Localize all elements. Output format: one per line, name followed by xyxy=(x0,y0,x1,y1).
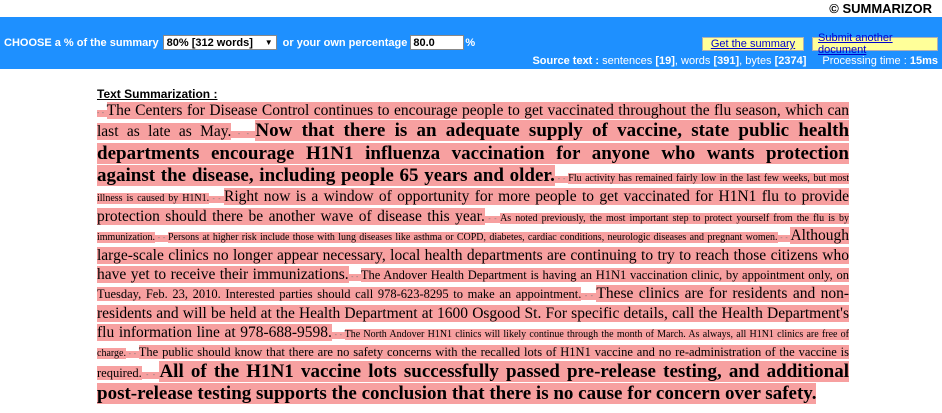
sentences-label: sentences xyxy=(602,55,653,67)
brand-logo: © SUMMARIZOR xyxy=(829,1,932,16)
summary-sentence: These clinics are for residents and non-residents and will be held at the Health Department at 1600 Osgood St. For specific details, call the Health Department's flu information line at 978-688-9598. xyxy=(97,285,850,342)
summary-sentence: The North Andover H1N1 clinics will likely continue through the month of March. As always, all H1N1 clinics are free of charge. xyxy=(97,329,850,359)
summary-heading: Text Summarization : xyxy=(97,87,218,101)
sentence-marker: - - xyxy=(348,273,361,281)
summary-sentence: The Centers for Disease Control continues to encourage people to get vaccinated throughout the flu season, which can last as late as May. xyxy=(97,102,849,141)
summary-percent-value: 80% [312 words] xyxy=(166,36,253,49)
summary-sentence: Persons at higher risk include those with lung diseases like asthma or COPD, diabetes, cardiac conditions, neurologic diseases and pregnant women. xyxy=(167,232,778,244)
processing-time-label: Processing time : xyxy=(822,55,907,67)
sentence-marker: - - xyxy=(97,110,107,117)
sentence-marker: - - xyxy=(777,235,791,243)
sentence-marker: - - xyxy=(155,235,168,243)
summary-content xyxy=(97,87,849,405)
own-percent-label: or your own percentage xyxy=(282,36,408,49)
summary-text xyxy=(97,101,849,405)
sentence-marker: - - xyxy=(141,372,160,380)
sentence-marker: - - xyxy=(209,196,224,204)
words-label: words xyxy=(681,55,711,67)
summary-sentence: All of the H1N1 vaccine lots successfully passed pre-release testing, and additional post-release testing supports the conclusion that there is no cause for concern over safety. xyxy=(97,361,849,405)
source-stats: Source text : sentences [19] , words [391] , bytes [2374] Processing time : 15ms xyxy=(532,55,938,67)
sentence-marker: - - xyxy=(331,332,345,340)
sentences-value: [19] xyxy=(655,55,675,67)
sentence-marker: - - xyxy=(484,215,501,223)
summary-sentence: Flu activity has remained fairly low in the last few weeks, but most illness is caused by H1N1. xyxy=(97,172,850,205)
bytes-label: bytes xyxy=(745,55,772,67)
percent-sign: % xyxy=(465,36,476,49)
words-value: [391] xyxy=(713,55,740,67)
sentence-marker: - - xyxy=(554,175,569,183)
bytes-value: [2374] xyxy=(774,55,807,67)
choose-label: CHOOSE a % of the summary xyxy=(4,36,159,49)
summary-percent-select[interactable] xyxy=(163,35,277,50)
submit-another-button[interactable]: Submit another document xyxy=(812,37,938,51)
summary-sentence: The Andover Health Department is having an H1N1 vaccination clinic, by appointment only, on Tuesday, Feb. 23, 2010. Interested parties should call 978-623-8295 to make an appointment. xyxy=(97,267,849,302)
summary-sentence: As noted previously, the most important step to protect yourself from the flu is by immunization. xyxy=(97,212,850,244)
sentence-marker: - - xyxy=(125,350,139,358)
summary-sentence: Now that there is an adequate supply of vaccine, state public health departments encourage H1N1 influenza vaccination for anyone who wants protection against the disease, including people 65 years and older. xyxy=(97,120,850,186)
summary-controls xyxy=(4,35,475,50)
own-percent-input[interactable]: 80.0 xyxy=(410,35,464,50)
get-summary-button[interactable]: Get the summary xyxy=(702,37,804,51)
summary-sentence: The public should know that there are no safety concerns with the recalled lots of H1N1 vaccine and no re-administration of the vaccine is required. xyxy=(97,344,849,381)
sentence-marker: - - xyxy=(581,293,597,301)
chevron-down-icon: ▼ xyxy=(264,38,273,47)
control-bar xyxy=(0,17,942,69)
processing-time-value: 15ms xyxy=(909,55,938,67)
summary-sentence: Although large-scale clinics no longer appear necessary, local health departments are continuing to try to reach those citizens who have yet to receive their immunizations. xyxy=(97,227,850,283)
summary-sentence: Right now is a window of opportunity for more people to get vaccinated for H1N1 flu to provide protection should there be another wave of disease this year. xyxy=(97,188,849,225)
source-text-label: Source text : xyxy=(532,55,600,67)
sentence-marker: - - xyxy=(231,131,256,139)
